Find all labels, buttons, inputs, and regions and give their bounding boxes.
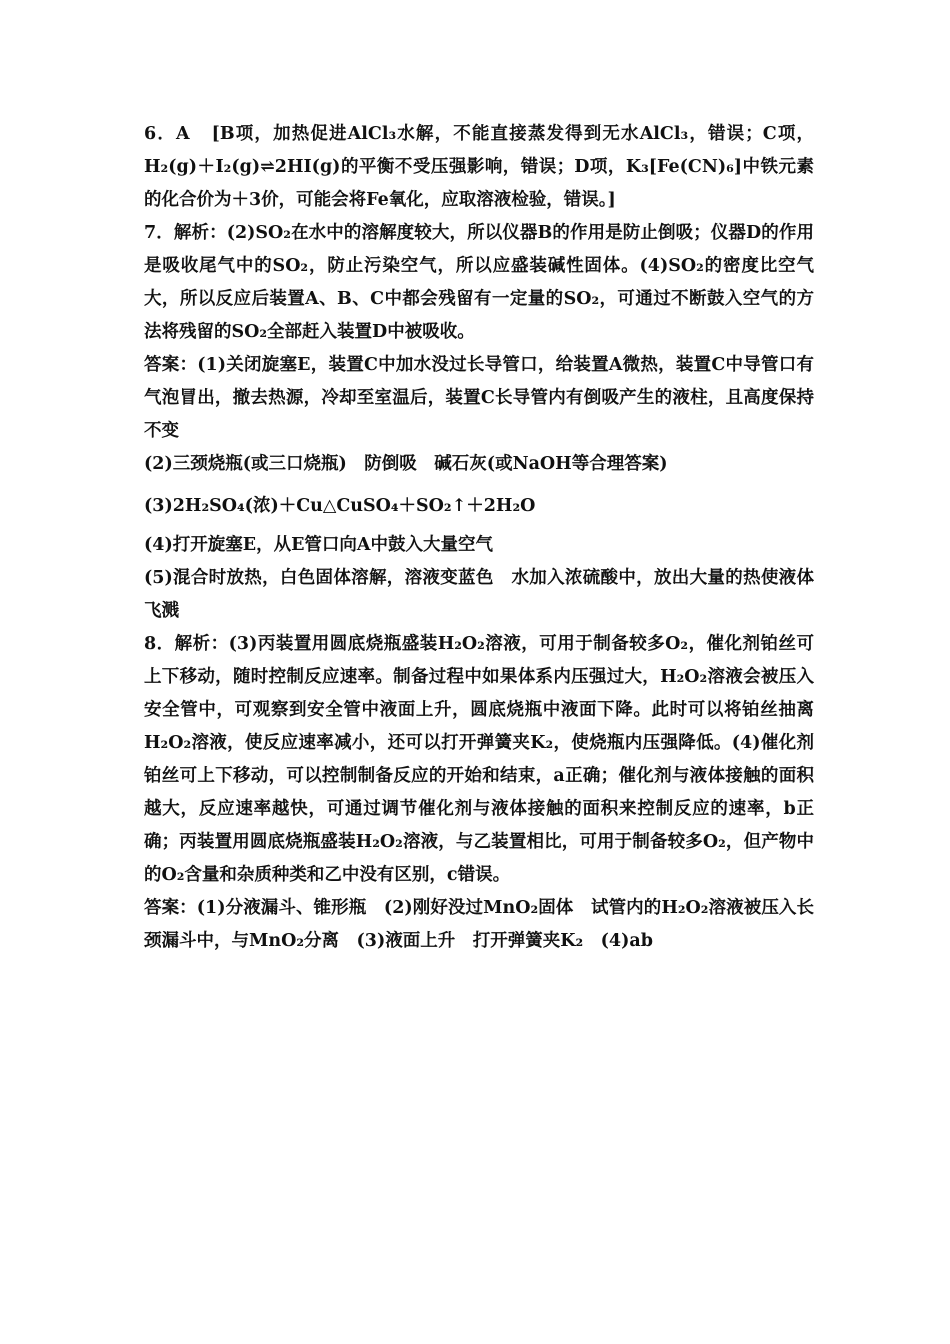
q7-answer-4 (144, 529, 814, 562)
q7-answer-1-text: (1)关闭旋塞E，装置C中加水没过长导管口，给装置A微热，装置C中导管口有气泡冒出，撤去热源，冷却至室温后，装置C长导管内有倒吸产生的液柱，且高度保持不变 (144, 355, 814, 441)
q7-answer-1 (144, 349, 814, 448)
q6-body: [B项，加热促进AlCl₃水解，不能直接蒸发得到无水AlCl₃，错误；C项，H₂(g)＋I₂(g)⇌2HI(g)的平衡不受压强影响，错误；D项，K₃[Fe(CN)₆]中铁元素的化合价为＋3价，可能会将Fe氧化，应取溶液检验，错误。] (144, 124, 814, 210)
q7-answer-5-text: (5)混合时放热，白色固体溶解，溶液变蓝色 水加入浓硫酸中，放出大量的热使液体飞溅 (144, 568, 814, 621)
q7-answer-2-text: (2)三颈烧瓶(或三口烧瓶) 防倒吸 碱石灰(或NaOH等合理答案) (144, 454, 668, 474)
q7-answer-3-equation: (3)2H₂SO₄(浓)＋Cu△CuSO₄＋SO₂↑＋2H₂O (144, 496, 536, 516)
q7-analysis: (2)SO₂在水中的溶解度较大，所以仪器B的作用是防止倒吸；仪器D的作用是吸收尾气中的SO₂，防止污染空气，所以应盛装碱性固体。(4)SO₂的密度比空气大，所以反应后装置A、B、C中都会残留有一定量的SO₂，可通过不断鼓入空气的方法将残留的SO₂全部赶入装置D中被吸收。 (144, 223, 814, 342)
q7-answer-2 (144, 448, 814, 481)
q7-label: 7．解析： (144, 223, 227, 243)
q7-answer-label: 答案： (144, 355, 198, 375)
q8-analysis-paragraph (144, 628, 814, 892)
q8-analysis: (3)丙装置用圆底烧瓶盛装H₂O₂溶液，可用于制备较多O₂，催化剂铂丝可上下移动，随时控制反应速率。制备过程中如果体系内压强过大，H₂O₂溶液会被压入安全管中，可观察到安全管中液面上升，圆底烧瓶中液面下降。此时可以将铂丝抽离H₂O₂溶液，使反应速率减小，还可以打开弹簧夹K₂，使烧瓶内压强降低。(4)催化剂铂丝可上下移动，可以控制制备反应的开始和结束，a正确；催化剂与液体接触的面积越大，反应速率越快，可通过调节催化剂与液体接触的面积来控制反应的速率，b正确；丙装置用圆底烧瓶盛装H₂O₂溶液，与乙装置相比，可用于制备较多O₂，但产物中的O₂含量和杂质种类和乙中没有区别，c错误。 (144, 634, 814, 885)
q7-analysis-paragraph (144, 217, 814, 349)
q8-label: 8．解析： (144, 634, 229, 654)
document-page (144, 118, 814, 958)
q6-paragraph (144, 118, 814, 217)
q7-answer-5 (144, 562, 814, 628)
q8-answer (144, 892, 814, 958)
q8-answer-text: (1)分液漏斗、锥形瓶 (2)刚好没过MnO₂固体 试管内的H₂O₂溶液被压入长颈漏斗中，与MnO₂分离 (3)液面上升 打开弹簧夹K₂ (4)ab (144, 898, 814, 951)
q7-answer-3 (144, 483, 814, 529)
q8-answer-label: 答案： (144, 898, 197, 918)
q6-label: 6．A (144, 124, 190, 144)
q7-answer-4-text: (4)打开旋塞E，从E管口向A中鼓入大量空气 (144, 535, 493, 555)
